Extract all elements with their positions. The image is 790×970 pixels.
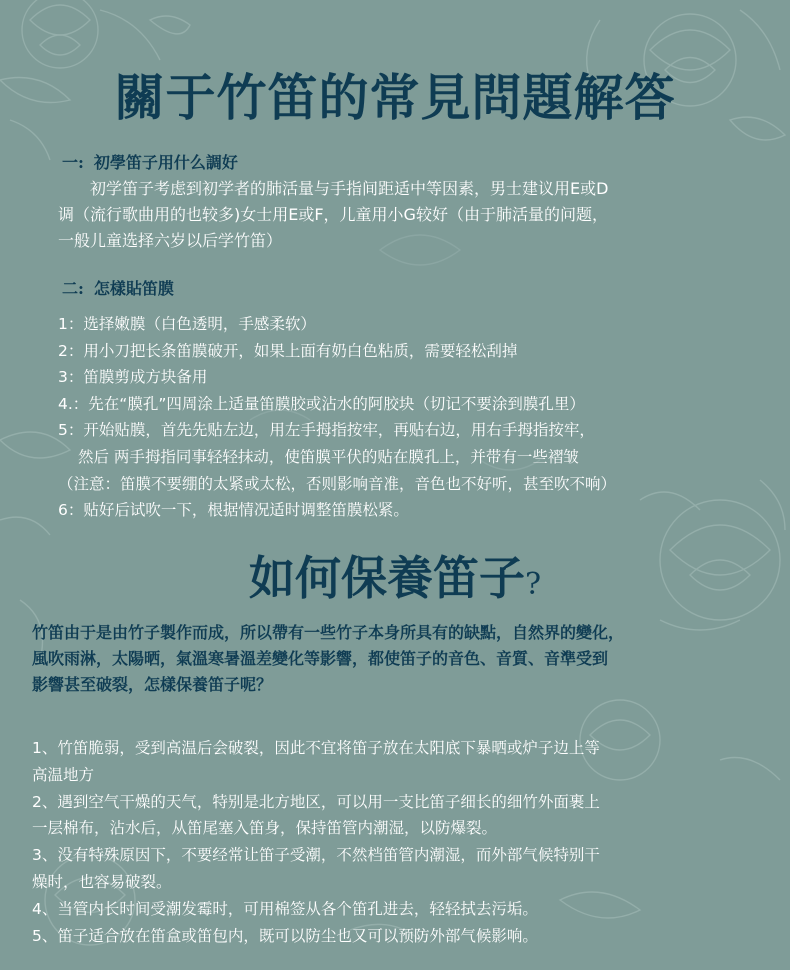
care-intro-line: 影響甚至破裂，怎樣保養笛子呢？ bbox=[32, 675, 273, 694]
film-step: 4.：先在“膜孔”四周涂上适量笛膜胶或沾水的阿胶块（切记不要涂到膜孔里） bbox=[58, 394, 585, 413]
section-1-body bbox=[58, 176, 778, 254]
section-1-heading-text: 初學笛子用什么調好 bbox=[93, 153, 238, 172]
care-tip: 一层棉布，沾水后，从笛尾塞入笛身，保持笛管内潮湿，以防爆裂。 bbox=[32, 819, 498, 838]
care-intro-line: 竹笛由于是由竹子製作而成，所以帶有一些竹子本身所具有的缺點，自然界的變化， bbox=[32, 623, 625, 642]
film-steps-list bbox=[58, 311, 778, 524]
care-tip: 燥时，也容易破裂。 bbox=[32, 872, 172, 891]
film-step: 2：用小刀把长条笛膜破开，如果上面有奶白色粘质，需要轻松刮掉 bbox=[58, 341, 518, 360]
care-tip: 1、竹笛脆弱，受到高温后会破裂，因此不宜将笛子放在太阳底下暴晒或炉子边上等 bbox=[32, 739, 600, 757]
care-tip: 5、笛子适合放在笛盒或笛包内，既可以防尘也又可以预防外部气候影响。 bbox=[32, 926, 538, 945]
section-1-line: 调（流行歌曲用的也较多)女士用E或F，儿童用小G较好（由于肺活量的问题， bbox=[58, 205, 608, 224]
care-tip: 3、没有特殊原因下，不要经常让笛子受潮，不然档笛管内潮湿，而外部气候特别干 bbox=[32, 846, 600, 865]
care-title bbox=[0, 548, 790, 615]
care-title-mark: ? bbox=[524, 567, 542, 602]
film-step: 然后 两手拇指同事轻轻抹动，使笛膜平伏的贴在膜孔上，并带有一些褶皱 bbox=[78, 447, 579, 466]
section-2-heading bbox=[62, 279, 174, 299]
film-step: 3：笛膜剪成方块备用 bbox=[58, 368, 208, 387]
section-1-number: 一: bbox=[62, 153, 84, 172]
section-1-heading bbox=[62, 153, 238, 173]
care-tips-list bbox=[32, 735, 782, 949]
care-intro bbox=[32, 620, 782, 698]
care-tip: 4、当管内长时间受潮发霉时，可用棉签从各个笛孔进去，轻轻拭去污垢。 bbox=[32, 899, 538, 918]
section-1-line: 一般儿童选择六岁以后学竹笛） bbox=[58, 231, 283, 250]
film-step-note: （注意：笛膜不要绷的太紧或太松，否则影响音准，音色也不好听，甚至吹不响） bbox=[58, 474, 617, 493]
film-step: 6：贴好后试吹一下，根据情况适时调整笛膜松紧。 bbox=[58, 501, 409, 520]
section-2-heading-text: 怎樣貼笛膜 bbox=[93, 279, 174, 298]
care-tip: 2、遇到空气干燥的天气，特别是北方地区，可以用一支比笛子细长的细竹外面裹上 bbox=[32, 792, 600, 811]
page-title: 關于竹笛的常見問題解答 bbox=[114, 68, 676, 127]
film-step: 1：选择嫩膜（白色透明，手感柔软） bbox=[58, 315, 316, 333]
care-title-text: 如何保養笛子 bbox=[248, 551, 525, 605]
film-step: 5：开始贴膜，首先先贴左边，用左手拇指按牢，再贴右边，用右手拇指按牢， bbox=[58, 421, 595, 440]
care-intro-line: 風吹雨淋，太陽晒，氣溫寒暑溫差變化等影響，都使笛子的音色、音質、音準受到 bbox=[32, 649, 609, 668]
section-2-number: 二: bbox=[62, 279, 84, 298]
care-tip: 高温地方 bbox=[32, 765, 95, 784]
section-1-line: 初学笛子考虑到初学者的肺活量与手指间距适中等因素，男士建议用E或D bbox=[90, 179, 609, 198]
